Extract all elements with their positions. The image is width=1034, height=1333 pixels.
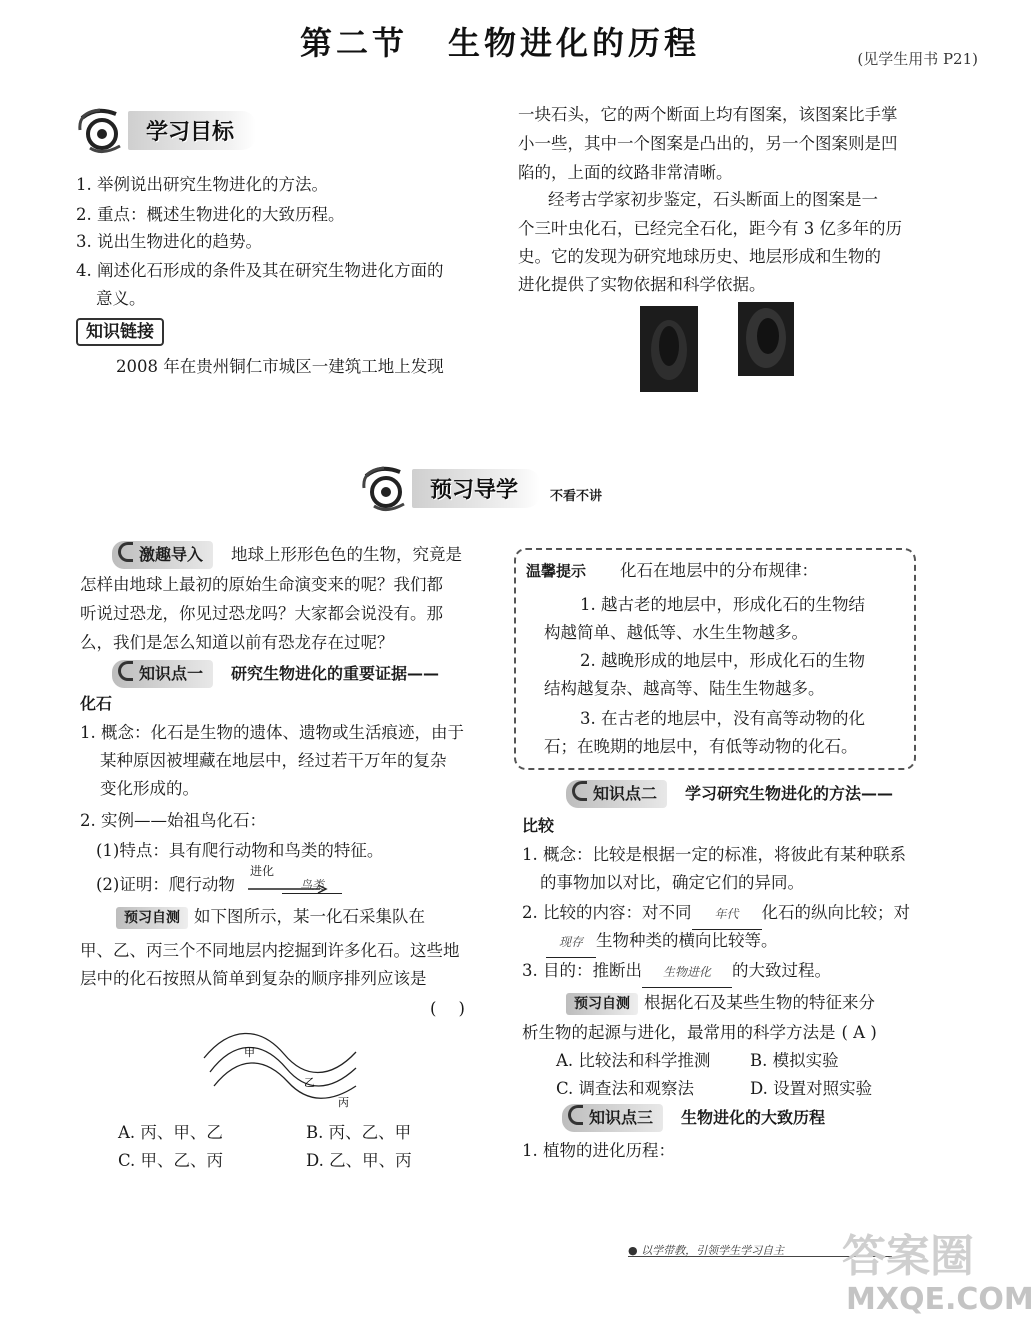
selftest2-answer: ( A ) bbox=[841, 1023, 877, 1042]
selftest1-text: 甲、乙、丙三个不同地层内挖掘到许多化石。这些地 bbox=[80, 941, 460, 960]
objective-item: 3. 说出生物进化的趋势。 bbox=[76, 232, 262, 251]
kp2-title-cont: 比较 bbox=[522, 816, 555, 835]
tips-text: 结构越复杂、越高等、陆生生物越多。 bbox=[544, 679, 825, 698]
knowledge-link-label: 知识链接 bbox=[76, 318, 164, 346]
kp3-label: 知识点三 bbox=[589, 1108, 654, 1127]
selftest1-first-line: 预习自测 如下图所示，某一化石采集队在 bbox=[116, 902, 425, 932]
kp2-text: 1. 概念：比较是根据一定的标准，将彼此有某种联系 bbox=[522, 845, 906, 864]
kp1-text: (1)特点：具有爬行动物和鸟类的特征。 bbox=[96, 841, 384, 860]
intro-text: 么，我们是怎么知道以前有恐龙存在过呢？ bbox=[80, 633, 394, 652]
kp3-text: 1. 植物的进化历程： bbox=[522, 1141, 675, 1160]
kp2-label: 知识点二 bbox=[593, 784, 658, 803]
kp1-text: 2. 实例——始祖鸟化石： bbox=[80, 811, 266, 830]
option-d: D. 乙、甲、丙 bbox=[306, 1151, 412, 1170]
page-title bbox=[0, 18, 1000, 64]
preview-subtitle: 不看不讲 bbox=[550, 488, 603, 504]
footer-slogan: ● 以学带教，引领学生学习自主 bbox=[628, 1244, 785, 1257]
layer-jia: 甲 bbox=[244, 1046, 255, 1059]
swirl-icon bbox=[360, 462, 412, 514]
answer-blank: 生物进化 bbox=[642, 957, 732, 988]
kp1-text: 某种原因被埋藏在地层中，经过若干万年的复杂 bbox=[100, 751, 447, 770]
option-c: C. 调查法和观察法 bbox=[556, 1079, 695, 1098]
tips-heading bbox=[526, 556, 818, 586]
tips-text: 石；在晚期的地层中，有低等动物的化石。 bbox=[544, 737, 858, 756]
selftest2-text: 析生物的起源与进化，最常用的科学方法是 ( A ) bbox=[522, 1023, 877, 1042]
knowledge-link-text: 一块石头，它的两个断面上均有图案，该图案比手掌 bbox=[518, 105, 898, 124]
knowledge-link-text: 史。它的发现为研究地球历史、地层形成和生物的 bbox=[518, 247, 881, 266]
tips-text: 构越简单、越低等、水生生物越多。 bbox=[544, 623, 808, 642]
knowledge-link-text: 小一些，其中一个图案是凸出的，另一个图案则是凹 bbox=[518, 134, 898, 153]
kp2-heading bbox=[566, 780, 893, 808]
layer-bing: 丙 bbox=[338, 1096, 349, 1109]
preview-banner bbox=[360, 462, 602, 514]
intro-text: 听说过恐龙，你见过恐龙吗？大家都会说没有。那 bbox=[80, 604, 443, 623]
kp2-title: 学习研究生物进化的方法—— bbox=[685, 784, 894, 803]
kp3-title: 生物进化的大致历程 bbox=[681, 1108, 826, 1127]
objective-item: 2. 重点：概述生物进化的大致历程。 bbox=[76, 205, 345, 224]
intro-text: 怎样由地球上最初的原始生命演变来的呢？我们都 bbox=[80, 575, 443, 594]
answer-paren: ( ) bbox=[430, 999, 465, 1018]
selftest2-label: 预习自测 bbox=[566, 993, 638, 1015]
objectives-title: 学习目标 bbox=[128, 111, 256, 150]
option-d: D. 设置对照实验 bbox=[750, 1079, 873, 1098]
knowledge-link-text: 个三叶虫化石，已经完全石化，距今有 3 亿多年的历 bbox=[518, 219, 902, 238]
kp1-text: (2)证明：爬行动物 bbox=[96, 875, 235, 894]
tips-text: 3. 在古老的地层中，没有高等动物的化 bbox=[580, 709, 865, 728]
kp1-text: 1. 概念：化石是生物的遗体、遗物或生活痕迹，由于 bbox=[80, 723, 464, 742]
answer-blank: 年代 bbox=[692, 899, 762, 930]
section-title: 生物进化的历程 bbox=[448, 24, 701, 62]
watermark-logo: 答案圈 bbox=[842, 1231, 974, 1282]
kp1-heading bbox=[112, 660, 439, 688]
objective-item: 4. 阐述化石形成的条件及其在研究生物进化方面的 bbox=[76, 261, 444, 280]
kp1-text: 变化形成的。 bbox=[100, 779, 199, 798]
strata-diagram bbox=[200, 1028, 360, 1112]
layer-yi: 乙 bbox=[304, 1076, 315, 1089]
option-b: B. 丙、乙、甲 bbox=[306, 1123, 412, 1142]
knowledge-link-text: 经考古学家初步鉴定，石头断面上的图案是一 bbox=[548, 190, 878, 209]
watermark-url: MXQE.COM bbox=[846, 1282, 1034, 1317]
kp2-compare-line: 2. 比较的内容：对不同 年代 化石的纵向比较；对 bbox=[522, 898, 910, 930]
kp1-label: 知识点一 bbox=[139, 664, 204, 683]
objective-item: 意义。 bbox=[96, 289, 146, 308]
knowledge-link-text: 2008 年在贵州铜仁市城区一建筑工地上发现 bbox=[116, 357, 444, 376]
selftest1-text: 层中的化石按照从简单到复杂的顺序排列应该是 bbox=[80, 969, 427, 988]
objectives-banner bbox=[76, 104, 256, 156]
knowledge-link-text: 陷的，上面的纹路非常清晰。 bbox=[518, 163, 733, 182]
kp3-heading bbox=[562, 1104, 825, 1132]
preview-title: 预习导学 bbox=[412, 469, 540, 508]
tips-text: 1. 越古老的地层中，形成化石的生物结 bbox=[580, 595, 865, 614]
intro-first-line: 激趣导入 地球上形形色色的生物，究竟是 bbox=[112, 540, 462, 570]
swirl-icon bbox=[76, 104, 128, 156]
trilobite-fossil-photo-right bbox=[738, 302, 794, 376]
tips-text: 2. 越晚形成的地层中，形成化石的生物 bbox=[580, 651, 865, 670]
trilobite-fossil-photo-left bbox=[640, 306, 698, 392]
answer-blank: 现存 bbox=[546, 927, 596, 958]
student-book-reference: (见学生用书 P21) bbox=[857, 50, 978, 68]
kp1-title-cont: 化石 bbox=[80, 694, 113, 713]
kp2-text: 的事物加以对比，确定它们的异同。 bbox=[540, 873, 804, 892]
selftest1-label: 预习自测 bbox=[116, 907, 188, 929]
knowledge-link-text: 进化提供了实物依据和科学依据。 bbox=[518, 275, 766, 294]
evolution-arrow-label: 进化 bbox=[250, 864, 275, 878]
kp2-compare-line: 现存 生物种类的横向比较等。 bbox=[546, 926, 778, 958]
option-b: B. 模拟实验 bbox=[750, 1051, 839, 1070]
section-number: 第二节 bbox=[299, 24, 408, 62]
kp2-purpose-line: 3. 目的：推断出 生物进化 的大致过程。 bbox=[522, 956, 831, 988]
selftest2-first-line: 预习自测 根据化石及某些生物的特征来分 bbox=[566, 988, 875, 1018]
option-a: A. 丙、甲、乙 bbox=[118, 1123, 223, 1142]
objective-item: 1. 举例说出研究生物进化的方法。 bbox=[76, 175, 328, 194]
tips-title: 化石在地层中的分布规律： bbox=[620, 561, 819, 580]
kp1-title: 研究生物进化的重要证据—— bbox=[231, 664, 440, 683]
option-a: A. 比较法和科学推测 bbox=[556, 1051, 711, 1070]
option-c: C. 甲、乙、丙 bbox=[118, 1151, 224, 1170]
intro-label: 激趣导入 bbox=[139, 545, 204, 564]
handwritten-answer: 鸟类 bbox=[282, 876, 342, 894]
tips-label: 温馨提示 bbox=[526, 562, 587, 580]
